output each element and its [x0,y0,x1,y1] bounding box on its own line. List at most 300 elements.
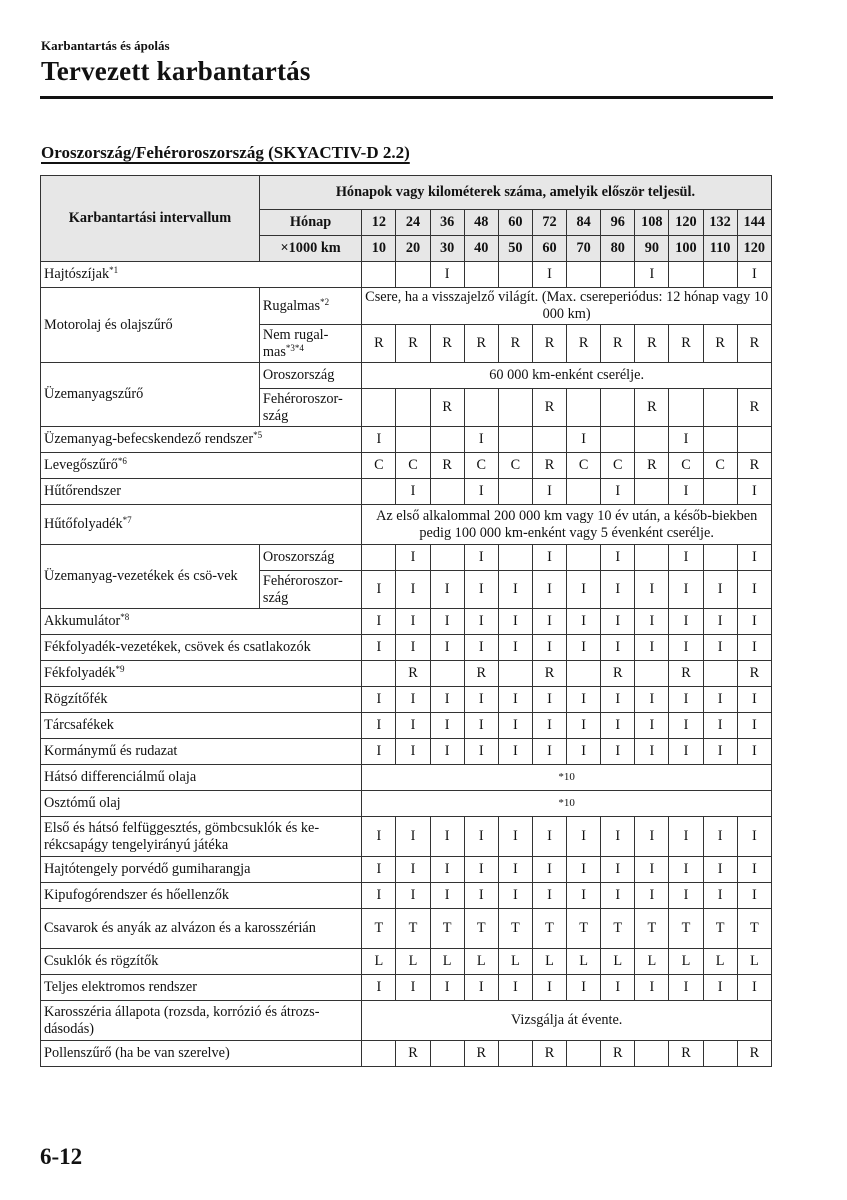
sub-row-label [259,571,361,609]
schedule-cell: T [430,909,464,949]
schedule-cell: I [396,687,430,713]
schedule-cell: I [430,883,464,909]
schedule-cell [601,389,635,427]
month-label: Hónap [259,210,361,236]
schedule-cell [498,661,532,687]
schedule-cell: R [669,325,703,363]
schedule-cell: I [430,262,464,288]
schedule-cell [601,262,635,288]
schedule-cell: I [635,817,669,857]
footnote-ref: *5 [253,430,263,440]
schedule-cell: I [430,975,464,1001]
schedule-cell: I [532,479,566,505]
schedule-cell: I [601,609,635,635]
schedule-cell: I [703,739,737,765]
schedule-cell: I [737,739,771,765]
schedule-cell: R [635,453,669,479]
schedule-cell: I [669,635,703,661]
schedule-cell: R [396,1041,430,1067]
month-cell: 132 [703,210,737,236]
schedule-cell: L [737,949,771,975]
schedule-cell: I [464,883,498,909]
table-row [41,661,772,687]
schedule-cell: I [737,817,771,857]
schedule-cell: C [362,453,396,479]
row-label-text: Oroszország [262,549,335,565]
schedule-cell: I [362,739,396,765]
schedule-cell: L [464,949,498,975]
schedule-cell: I [430,857,464,883]
schedule-cell: I [362,427,396,453]
schedule-cell [498,389,532,427]
schedule-cell: R [532,453,566,479]
schedule-cell: I [396,571,430,609]
row-label-text: Rögzítőfék [44,691,108,707]
schedule-cell [362,479,396,505]
row-label-text: Fékfolyadék-vezetékek, csövek és csatlakozók [44,639,311,655]
schedule-cell: I [703,857,737,883]
row-label [41,545,260,609]
km-cell: 20 [396,236,430,262]
row-label [41,1001,362,1041]
row-label-text: Pollenszűrő (ha be van szerelve) [44,1045,230,1061]
footnote-ref: *7 [122,515,132,525]
schedule-cell: I [498,635,532,661]
schedule-cell [601,427,635,453]
schedule-cell: I [635,262,669,288]
interval-span-header: Hónapok vagy kilométerek száma, amelyik először teljesül. [259,176,771,210]
schedule-cell: I [703,609,737,635]
schedule-cell: I [601,817,635,857]
schedule-cell: I [396,635,430,661]
title-rule [40,96,773,99]
schedule-cell: I [635,571,669,609]
schedule-cell: I [567,883,601,909]
page-title: Tervezett karbantartás [41,56,311,86]
schedule-cell: I [567,975,601,1001]
schedule-cell: I [567,687,601,713]
row-label [41,288,260,363]
schedule-cell [635,661,669,687]
schedule-note: Vizsgálja át évente. [362,1001,772,1041]
schedule-cell: I [737,262,771,288]
schedule-cell: I [567,635,601,661]
schedule-cell: I [498,975,532,1001]
schedule-cell: I [396,545,430,571]
schedule-cell: I [601,479,635,505]
row-label [41,505,362,545]
schedule-cell: I [669,975,703,1001]
schedule-cell: I [601,687,635,713]
schedule-cell: I [396,883,430,909]
schedule-cell: I [464,479,498,505]
schedule-cell: R [532,661,566,687]
schedule-cell [464,389,498,427]
schedule-cell [498,262,532,288]
schedule-cell: R [703,325,737,363]
row-label [41,1041,362,1067]
schedule-cell [567,545,601,571]
month-cell: 108 [635,210,669,236]
row-label-text: Hűtőfolyadék [44,516,123,532]
schedule-cell: R [737,389,771,427]
schedule-cell: I [635,975,669,1001]
row-label-text: Hajtószíjak [44,266,110,282]
km-cell: 100 [669,236,703,262]
schedule-cell [532,427,566,453]
schedule-cell: L [567,949,601,975]
schedule-cell: L [635,949,669,975]
schedule-cell: I [396,817,430,857]
schedule-cell: I [737,479,771,505]
km-cell: 30 [430,236,464,262]
km-cell: 120 [737,236,771,262]
schedule-cell: R [737,661,771,687]
row-label-text: Üzemanyag-befecskendező rendszer [44,431,254,447]
schedule-cell: I [703,687,737,713]
schedule-cell [362,1041,396,1067]
schedule-cell [703,262,737,288]
schedule-cell: R [669,1041,703,1067]
page-number: 6-12 [40,1144,83,1169]
schedule-note: *10 [362,765,772,791]
schedule-cell: I [567,571,601,609]
schedule-cell: R [567,325,601,363]
schedule-cell: R [601,661,635,687]
km-label: ×1000 km [259,236,361,262]
schedule-cell: T [601,909,635,949]
row-label-text: Kormánymű és rudazat [44,743,178,759]
schedule-cell: I [635,857,669,883]
schedule-cell: I [498,817,532,857]
schedule-cell: I [635,635,669,661]
row-label [41,427,362,453]
schedule-cell [567,262,601,288]
schedule-cell: L [601,949,635,975]
schedule-cell: R [737,1041,771,1067]
km-cell: 110 [703,236,737,262]
schedule-cell: I [532,687,566,713]
schedule-cell [635,1041,669,1067]
schedule-cell: L [669,949,703,975]
schedule-cell [396,262,430,288]
schedule-cell: I [669,687,703,713]
row-label [41,975,362,1001]
section-label: Karbantartás és ápolás [41,38,170,53]
schedule-cell [430,661,464,687]
schedule-cell [362,661,396,687]
table-row [41,975,772,1001]
schedule-cell: T [567,909,601,949]
maintenance-table-wrapper [40,175,772,1067]
row-label [41,635,362,661]
schedule-cell: I [601,883,635,909]
row-label [41,949,362,975]
schedule-cell: C [567,453,601,479]
schedule-cell: I [669,857,703,883]
table-row [41,713,772,739]
km-cell: 90 [635,236,669,262]
schedule-cell: I [362,975,396,1001]
schedule-cell: C [498,453,532,479]
km-cell: 50 [498,236,532,262]
table-row [41,949,772,975]
schedule-cell: I [567,817,601,857]
schedule-note: *10 [362,791,772,817]
schedule-cell: I [532,635,566,661]
schedule-cell: I [737,857,771,883]
row-label-text: Hűtőrendszer [44,483,122,499]
schedule-cell: I [532,609,566,635]
schedule-cell: I [635,687,669,713]
schedule-cell [567,479,601,505]
schedule-cell: I [737,975,771,1001]
schedule-cell: I [464,635,498,661]
schedule-cell: I [532,571,566,609]
schedule-cell: I [396,479,430,505]
schedule-cell: I [396,857,430,883]
schedule-cell: I [464,739,498,765]
schedule-cell [567,661,601,687]
sub-row-label [259,288,361,325]
schedule-cell [703,479,737,505]
schedule-cell: I [532,262,566,288]
schedule-cell: R [464,325,498,363]
schedule-cell: I [464,817,498,857]
schedule-cell: I [464,857,498,883]
schedule-cell: I [362,857,396,883]
schedule-cell: I [601,545,635,571]
sub-row-label [259,545,361,571]
schedule-cell: I [396,739,430,765]
schedule-cell [567,1041,601,1067]
schedule-cell: I [532,739,566,765]
schedule-cell: R [669,661,703,687]
table-row [41,817,772,857]
schedule-cell: R [430,389,464,427]
schedule-cell [567,389,601,427]
row-label-text: Első és hátsó felfüggesztés, gömbcsuklók és ke-rékcsapágy tengelyirányú játéka [44,819,320,853]
schedule-cell: I [601,739,635,765]
schedule-cell [430,479,464,505]
schedule-cell: I [635,609,669,635]
schedule-cell: I [464,545,498,571]
schedule-cell [396,427,430,453]
schedule-cell: I [532,817,566,857]
schedule-cell: I [669,817,703,857]
schedule-cell: I [498,883,532,909]
row-label-text: Teljes elektromos rendszer [44,979,198,995]
table-row [41,453,772,479]
schedule-cell [464,262,498,288]
schedule-cell [669,262,703,288]
schedule-cell: I [601,975,635,1001]
schedule-cell: I [703,883,737,909]
schedule-cell: R [532,389,566,427]
row-label [41,661,362,687]
schedule-cell [635,545,669,571]
schedule-cell: I [669,479,703,505]
row-label [41,453,362,479]
row-label-text: Nem rugal-mas [262,326,329,360]
table-row [41,262,772,288]
month-cell: 36 [430,210,464,236]
month-cell: 48 [464,210,498,236]
km-cell: 60 [532,236,566,262]
month-cell: 144 [737,210,771,236]
schedule-cell: I [669,545,703,571]
row-label-text: Csuklók és rögzítők [44,953,159,969]
schedule-cell: I [532,545,566,571]
schedule-cell: I [737,687,771,713]
row-label-text: Hátsó differenciálmű olaja [44,769,197,785]
schedule-cell: I [396,975,430,1001]
schedule-cell: I [498,571,532,609]
schedule-cell: I [669,571,703,609]
schedule-cell: I [567,857,601,883]
schedule-cell: R [396,325,430,363]
row-label-text: Fehéroroszor-szág [262,572,343,606]
schedule-cell: L [703,949,737,975]
schedule-cell: R [601,325,635,363]
schedule-cell: I [567,427,601,453]
table-row [41,687,772,713]
schedule-cell [362,262,396,288]
schedule-cell: I [669,713,703,739]
schedule-cell: R [737,325,771,363]
schedule-cell: L [396,949,430,975]
schedule-cell: T [362,909,396,949]
row-label-text: Karosszéria állapota (rozsda, korrózió és átrozs-dásodás) [44,1003,320,1037]
km-cell: 80 [601,236,635,262]
schedule-cell: I [635,883,669,909]
schedule-cell: L [362,949,396,975]
schedule-cell: R [430,325,464,363]
table-row [41,609,772,635]
row-label [41,479,362,505]
row-label [41,262,362,288]
schedule-cell: I [498,609,532,635]
schedule-cell [703,1041,737,1067]
schedule-cell: L [430,949,464,975]
schedule-cell: I [498,739,532,765]
row-label-text: Kipufogórendszer és hőellenzők [44,887,230,903]
schedule-cell: I [362,817,396,857]
schedule-cell: I [430,739,464,765]
row-label-text: Rugalmas [262,297,321,314]
row-label-text: Csavarok és anyák az alvázon és a karosszérián [44,920,316,936]
schedule-cell: C [601,453,635,479]
schedule-cell: I [498,687,532,713]
footnote-ref: *9 [115,664,125,674]
schedule-cell: T [703,909,737,949]
schedule-cell: C [669,453,703,479]
schedule-cell: I [464,427,498,453]
schedule-cell: R [737,453,771,479]
schedule-cell: I [703,571,737,609]
schedule-cell [737,427,771,453]
schedule-cell: I [362,687,396,713]
schedule-cell [635,479,669,505]
schedule-cell: I [464,687,498,713]
schedule-cell [703,427,737,453]
footnote-ref: *3*4 [285,342,304,353]
schedule-cell: I [737,571,771,609]
table-row [41,791,772,817]
schedule-cell: I [464,975,498,1001]
schedule-cell: I [362,713,396,739]
schedule-cell [498,545,532,571]
schedule-cell: I [567,609,601,635]
schedule-cell: R [464,661,498,687]
schedule-cell: I [464,571,498,609]
row-label-text: Fehéroroszor-szág [262,390,343,424]
month-cell: 12 [362,210,396,236]
km-cell: 10 [362,236,396,262]
schedule-cell: T [635,909,669,949]
schedule-cell: I [532,883,566,909]
row-label-text: Üzemanyag-vezetékek és csö-vek [44,568,238,584]
km-cell: 40 [464,236,498,262]
row-label-text: Üzemanyagszűrő [44,386,144,402]
schedule-cell: T [464,909,498,949]
table-row [41,479,772,505]
schedule-cell: T [498,909,532,949]
schedule-cell: I [601,571,635,609]
month-cell: 60 [498,210,532,236]
schedule-cell: R [532,1041,566,1067]
schedule-cell: I [567,739,601,765]
schedule-cell: I [362,635,396,661]
schedule-cell: L [498,949,532,975]
schedule-cell: R [532,325,566,363]
row-label [41,687,362,713]
schedule-cell: I [430,635,464,661]
footnote-ref: *8 [120,612,130,622]
schedule-cell: I [498,713,532,739]
sub-row-label [259,389,361,427]
table-row [41,427,772,453]
schedule-cell [430,427,464,453]
table-row [41,363,772,389]
row-label-text: Hajtótengely porvédő gumiharangja [44,861,251,877]
month-cell: 84 [567,210,601,236]
schedule-note: Csere, ha a visszajelző világít. (Max. csereperiódus: 12 hónap vagy 10 000 km) [362,288,772,325]
schedule-cell: I [362,883,396,909]
schedule-cell: I [430,817,464,857]
table-row [41,883,772,909]
schedule-cell [498,427,532,453]
schedule-cell: I [737,609,771,635]
table-row [41,1041,772,1067]
schedule-cell: R [601,1041,635,1067]
schedule-cell: R [635,325,669,363]
footnote-ref: *6 [117,456,127,466]
row-label [41,791,362,817]
schedule-cell: I [532,713,566,739]
schedule-cell: C [464,453,498,479]
schedule-cell: L [532,949,566,975]
schedule-cell: I [396,609,430,635]
row-label [41,857,362,883]
schedule-cell: T [532,909,566,949]
schedule-cell: I [601,857,635,883]
row-label-text: Levegőszűrő [44,457,118,473]
schedule-cell [396,389,430,427]
schedule-cell: R [362,325,396,363]
schedule-cell [430,1041,464,1067]
schedule-cell: I [362,571,396,609]
